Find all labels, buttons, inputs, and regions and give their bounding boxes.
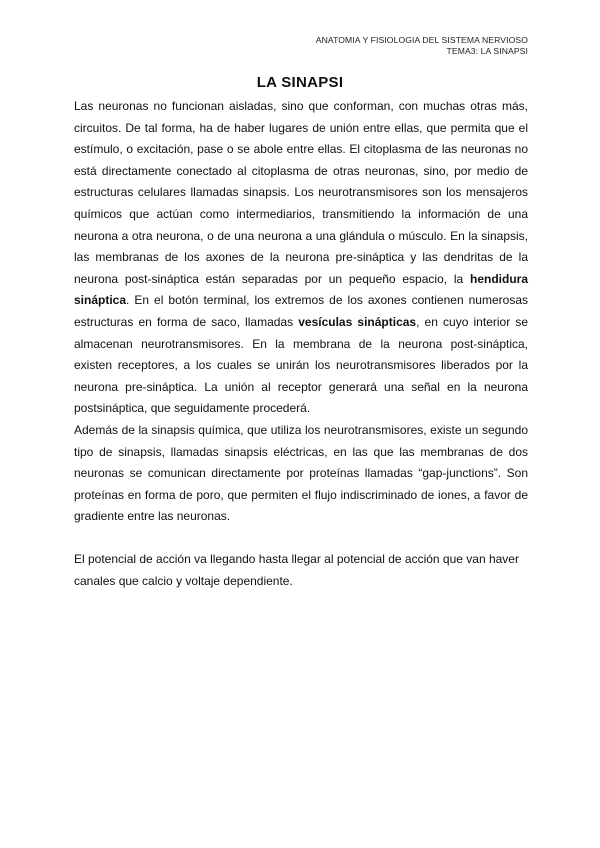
term-hendidura-sinaptica: hendidura sináptica (74, 271, 528, 308)
paragraph-text: . En el botón terminal, los extremos de los axones contienen numerosas estructuras en forma de saco, llamadas (74, 293, 528, 329)
header-topic: TEMA3: LA SINAPSI (446, 46, 528, 56)
paragraph-synapse-intro (74, 96, 528, 420)
paragraph-electrical-synapse: Además de la sinapsis química, que utiliza los neurotransmisores, existe un segundo tipo de sinapsis, llamadas sinapsis eléctricas, en las que las membranas de dos neuronas se comunican directamente por proteínas llamadas “gap-junctions”. Son proteínas en forma de poro, que permiten el flujo indiscriminado de iones, a favor de gradiente entre las neuronas. (74, 422, 528, 524)
page-title: LA SINAPSI (256, 74, 344, 91)
paragraph-text: Las neuronas no funcionan aisladas, sino que conforman, con muchas otras más, circuitos. De tal forma, ha de haber lugares de unión entre ellas, que permita que el estímulo, o excitación, pase o se abole entre ellas. El citoplasma de las neuronas no está directamente conectado al citoplasma de otras neuronas, sino, por medio de estructuras celulares llamadas sinapsis. Los neurotransmisores son los mensajeros químicos que actúan como intermediarios, transmitiendo la información de una neurona a otra neurona, o de una neurona a una glándula o músculo. En la sinapsis, las membranas de los axones de la neurona pre-sináptica y las dendritas de la neurona post-sináptica están separadas por un pequeño espacio, la (74, 99, 528, 286)
paragraph-action-potential: El potencial de acción va llegando hasta llegar al potencial de acción que van haver canales que calcio y voltaje dependiente. (74, 552, 519, 589)
term-vesiculas-sinapticas: vesículas sinápticas (298, 314, 417, 329)
header-course-title: ANATOMIA Y FISIOLOGIA DEL SISTEMA NERVIOSO (315, 35, 528, 45)
running-header (316, 35, 528, 57)
document-body (74, 96, 528, 593)
paragraph-spacer (74, 528, 528, 550)
paragraph-text: , en cuyo interior se almacenan neurotransmisores. En la membrana de la neurona post-sináptica, existen receptores, a los cuales se unirán los neurotransmisores liberados por la neurona pre-sináptica. La unión al receptor generará una señal en la neurona postsináptica, que seguidamente procederá. (74, 314, 528, 416)
